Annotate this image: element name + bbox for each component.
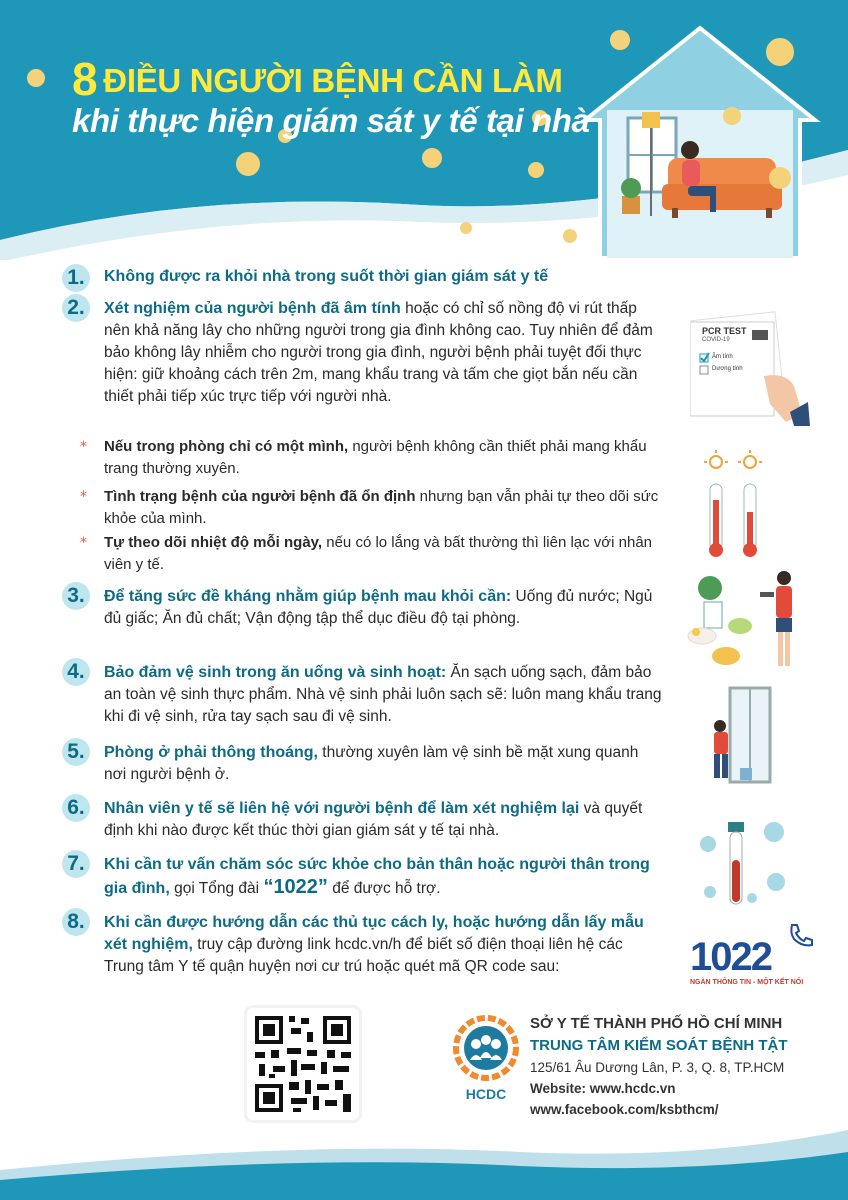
pcr-option-negative: Âm tính xyxy=(712,354,733,360)
thermometer-illustration xyxy=(700,450,770,560)
qr-code[interactable] xyxy=(247,1008,359,1120)
hotline-logo-number: 1022 xyxy=(690,935,771,979)
bullet-star: * xyxy=(80,489,87,505)
item-2-text: Xét nghiệm của người bệnh đã âm tính hoặc có chỉ số nồng độ vi rút thấp nên khả năng lây cho những người trong gia đình không cao. Tuy nhiên để đảm bảo không lây nhiễm cho người trong gia đình, người bệnh phải tuyệt đối thực hiện: giữ khoảng cách trên 2m, mang khẩu trang và tấm che giọt bắn nếu cần thiết phải tiếp xúc trực tiếp với người nhà. xyxy=(104,300,653,405)
pcr-test-illustration xyxy=(690,292,810,426)
item-7-badge: 7. xyxy=(58,846,94,882)
item-4-text: Bảo đảm vệ sinh trong ăn uống và sinh hoạt: Ăn sạch uống sạch, đảm bảo an toàn vệ sinh thực phẩm. Nhà vệ sinh phải luôn sạch sẽ: luôn mang khẩu trang khi đi vệ sinh, rửa tay sạch sau đi vệ sinh. xyxy=(104,664,662,725)
hotline-1022-logo xyxy=(690,935,810,995)
hotline-logo-tagline: NGÀN THÔNG TIN - MỘT KẾT NỐI xyxy=(690,979,804,986)
healthy-lifestyle-illustration xyxy=(684,566,814,678)
item-4-badge: 4. xyxy=(58,654,94,690)
item-5-text: Phòng ở phải thông thoáng, thường xuyên làm vệ sinh bề mặt xung quanh nơi người bệnh ở. xyxy=(104,744,639,783)
cleaning-illustration xyxy=(704,686,774,786)
item-1-text: Không được ra khỏi nhà trong suốt thời gian giám sát y tế xyxy=(104,268,549,285)
hotline-number: “1022” xyxy=(263,876,328,898)
subitem-3: Tự theo dõi nhiệt độ mỗi ngày, nếu có lo lắng và bất thường thì liên lạc với nhân viên y tế. xyxy=(104,534,652,573)
bullet-star: * xyxy=(80,535,87,551)
org-website[interactable]: Website: www.hcdc.vn xyxy=(530,1081,676,1096)
item-7-text: Khi cần tư vấn chăm sóc sức khỏe cho bản thân hoặc người thân trong gia đình, gọi Tổng đài “1022” để được hỗ trợ. xyxy=(104,856,650,898)
item-6-text: Nhân viên y tế sẽ liên hệ với người bệnh để làm xét nghiệm lại và quyết định khi nào được kết thúc thời gian giám sát y tế tại nhà. xyxy=(104,800,643,839)
item-6-badge: 6. xyxy=(58,790,94,826)
bullet-star: * xyxy=(80,439,87,455)
pcr-title: PCR TEST xyxy=(702,326,747,336)
test-tube-illustration xyxy=(690,814,800,910)
hcdc-logo xyxy=(450,1012,522,1108)
subitem-1: Nếu trong phòng chỉ có một mình, người bệnh không cần thiết phải mang khẩu trang thường xuyên. xyxy=(104,438,647,477)
item-5-badge: 5. xyxy=(58,734,94,770)
title-line2: khi thực hiện giám sát y tế tại nhà xyxy=(72,102,590,139)
pcr-option-positive: Dương tính xyxy=(712,366,743,372)
phone-icon xyxy=(786,921,816,951)
item-3-badge: 3. xyxy=(58,578,94,614)
org-department: SỞ Y TẾ THÀNH PHỐ HỒ CHÍ MINH xyxy=(530,1015,783,1032)
item-2-badge: 2. xyxy=(58,290,94,326)
item-8-badge: 8. xyxy=(58,904,94,940)
qr-code-image xyxy=(247,1008,359,1120)
title-line1: 8 ĐIỀU NGƯỜI BỆNH CẦN LÀM xyxy=(72,53,563,105)
footer-wave xyxy=(0,1130,848,1200)
org-center: TRUNG TÂM KIỂM SOÁT BỆNH TẬT xyxy=(530,1037,788,1054)
pcr-sub: COVID-19 xyxy=(702,337,730,343)
hcdc-emblem-icon xyxy=(450,1012,522,1086)
org-address: 125/61 Âu Dương Lân, P. 3, Q. 8, TP.HCM xyxy=(530,1060,785,1075)
item-8-text: Khi cần được hướng dẫn các thủ tục cách ly, hoặc hướng dẫn lấy mẫu xét nghiệm, truy cập đường link hcdc.vn/h để biết số điện thoại liên hệ các Trung tâm Y tế quận huyện nơi cư trú hoặc quét mã QR code sau: xyxy=(104,914,644,975)
org-facebook[interactable]: www.facebook.com/ksbthcm/ xyxy=(530,1102,719,1117)
item-1-badge: 1. xyxy=(58,260,94,296)
subitem-2: Tình trạng bệnh của người bệnh đã ổn định nhưng bạn vẫn phải tự theo dõi sức khỏe của mình. xyxy=(104,488,659,527)
header-banner xyxy=(0,0,848,260)
hcdc-logo-text: HCDC xyxy=(465,1086,507,1102)
item-3-text: Để tăng sức đề kháng nhằm giúp bệnh mau khỏi cần: Uống đủ nước; Ngủ đủ giấc; Ăn đủ chất; Vận động tập thể dục điều độ tại phòng. xyxy=(104,588,653,627)
organization-info xyxy=(530,1013,787,1120)
